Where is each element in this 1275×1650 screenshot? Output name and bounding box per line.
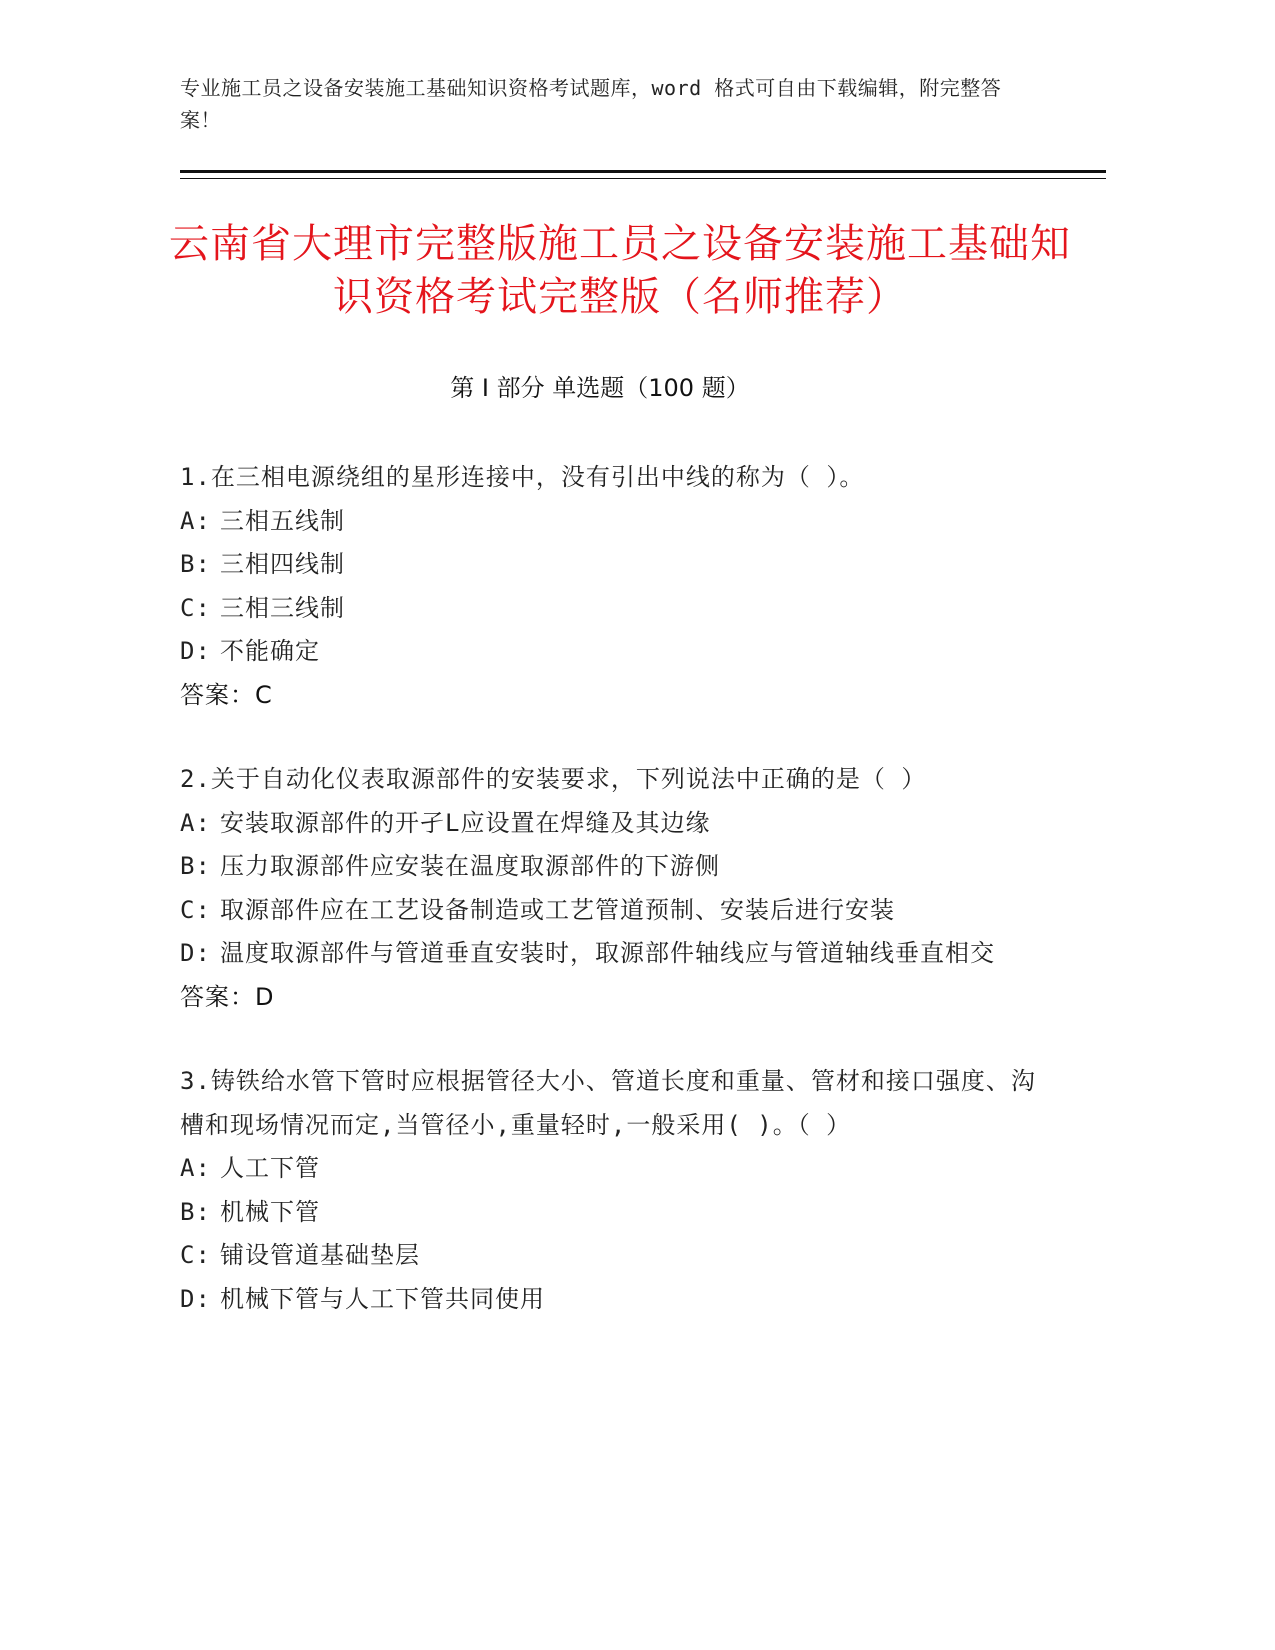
option-text: 温度取源部件与管道垂直安装时，取源部件轴线应与管道轴线垂直相交 [220,939,995,967]
option-letter: D: [180,1284,211,1313]
header-divider-thick [180,170,1106,173]
option-text: 三相五线制 [220,506,345,535]
question-3 [180,1060,1040,1321]
option-letter: D: [180,939,211,967]
question-1 [180,456,1040,717]
option-letter: A: [180,506,211,535]
option-letter: B: [180,550,211,578]
option-text: 机械下管与人工下管共同使用 [220,1284,545,1313]
option-text: 人工下管 [220,1154,320,1182]
option-d [180,1278,1040,1322]
answer-line: 答案：C [180,680,273,709]
option-letter: A: [180,1154,211,1182]
header-note: 专业施工员之设备安装施工基础知识资格考试题库，word 格式可自由下载编辑，附完整答案！ [180,76,1002,132]
option-b [180,1191,1040,1235]
option-letter: C: [180,1241,211,1269]
option-letter: B: [180,852,211,880]
option-c [180,1234,1040,1278]
document-title: 云南省大理市完整版施工员之设备安装施工基础知识资格考试完整版（名师推荐） [169,221,1071,320]
option-letter: A: [180,808,211,837]
option-letter: B: [180,1197,211,1226]
question-stem: 2.关于自动化仪表取源部件的安装要求，下列说法中正确的是（ ） [180,765,927,793]
option-a [180,500,1040,544]
option-a [180,1147,1040,1191]
section-title: 第 I 部分 单选题（100 题） [450,374,750,402]
option-text: 铺设管道基础垫层 [220,1241,420,1269]
option-text: 不能确定 [220,637,320,665]
option-b [180,543,1040,587]
option-letter: D: [180,637,211,665]
question-2 [180,758,1040,1019]
option-a [180,802,1040,846]
question-stem: 3.铸铁给水管下管时应根据管径大小、管道长度和重量、管材和接口强度、沟槽和现场情况而定,当管径小,重量轻时,一般采用( )。（ ） [180,1067,1036,1139]
option-c [180,587,1040,631]
option-d [180,932,1040,976]
question-list [180,456,1040,1362]
header-divider-thin [180,178,1106,179]
option-text: 取源部件应在工艺设备制造或工艺管道预制、安装后进行安装 [220,895,895,924]
option-text: 三相三线制 [220,593,345,622]
option-letter: C: [180,895,211,924]
option-b [180,845,1040,889]
option-letter: C: [180,593,211,622]
answer-line: 答案：D [180,982,275,1011]
question-stem: 1.在三相电源绕组的星形连接中，没有引出中线的称为（ ）。 [180,463,865,491]
option-text: 压力取源部件应安装在温度取源部件的下游侧 [220,852,720,880]
option-text: 三相四线制 [220,550,345,578]
option-text: 安装取源部件的开孑L应设置在焊缝及其边缘 [220,808,711,837]
option-d [180,630,1040,674]
option-text: 机械下管 [220,1197,320,1226]
option-c [180,889,1040,933]
